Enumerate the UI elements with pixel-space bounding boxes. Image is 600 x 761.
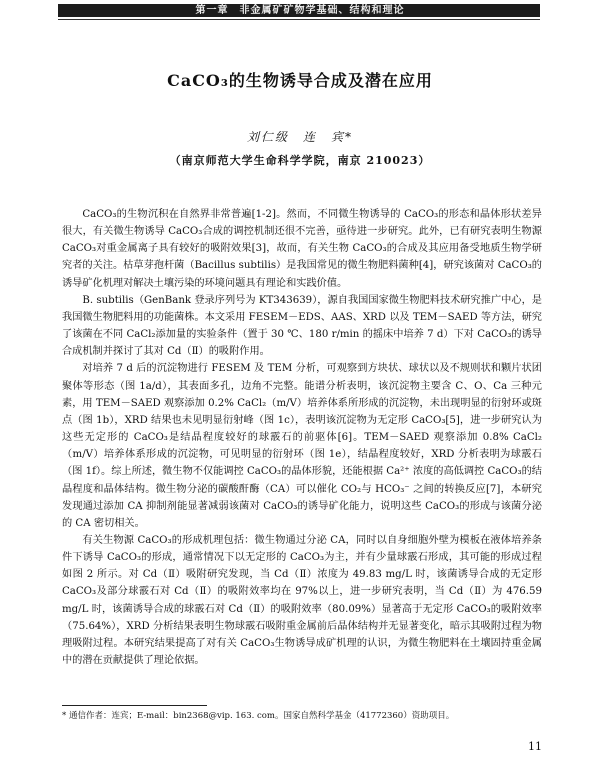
authors: 刘仁级 连 宾* xyxy=(246,130,353,144)
footnote: * 通信作者：连宾；E-mail：bin2368@vip. 163. com。国家自然科学基金（41772360）资助项目。 xyxy=(62,711,455,721)
affiliation: （南京师范大学生命科学学院，南京 210023） xyxy=(169,154,431,167)
page-number: 11 xyxy=(528,740,542,753)
paragraph: CaCO₃的生物沉积在自然界非常普遍[1-2]。然而，不同微生物诱导的 CaCO₃的形态和晶体形状差异很大，有关微生物诱导 CaCO₃合成的调控机制还很不完善，亟待进一步研究。此外，已有研究表明生物源 CaCO₃对重金属离子具有较好的吸附效果[3]，故而，有关生物 CaCO₃的合成及其应用备受地质生物学研究者的关注。枯草芽孢杆菌（Bacillus subtilis）是我国常见的微生物肥料菌种[4]，研究该菌对 CaCO₃的诱导矿化机理对解决土壤污染的环境问题具有理论和实践价值。 xyxy=(62,209,542,289)
running-header-text: 第一章 非金属矿矿物学基础、结构和理论 xyxy=(195,5,405,16)
article-body xyxy=(62,206,542,669)
paragraph: 有关生物源 CaCO₃的形成机理包括：微生物通过分泌 CA，同时以自身细胞外壁为模板在液体培养条件下诱导 CaCO₃的形成，通常情况下以无定形的 CaCO₃为主，并有少量球霰石形成，其可能的形成过程如图 2 所示。对 Cd（Ⅱ）吸附研究发现，当 Cd（Ⅱ）浓度为 49.83 mg/L 时，该菌诱导合成的无定形 CaCO₃及部分球霰石对 Cd（Ⅱ）的吸附效率均在 97%以上，进一步研究表明，当 Cd（Ⅱ）为 476.59 mg/L 时，该菌诱导合成的球霰石对 Cd（Ⅱ）的吸附效率（80.09%）显著高于无定形 CaCO₃的吸附效率（75.64%），XRD 分析结果表明生物球霰石吸附重金属前后晶体结构并无显著变化，暗示其吸附过程为物理吸附过程。本研究结果提高了对有关 CaCO₃生物诱导成矿机理的认识，为微生物肥料在土壤固持重金属中的潜在贡献提供了理论依据。 xyxy=(62,534,542,667)
article-title: CaCO₃的生物诱导合成及潜在应用 xyxy=(167,71,433,90)
paragraph: B. subtilis（GenBank 登录序列号为 KT343639），源自我国国家微生物肥料技术研究推广中心，是我国微生物肥料用的功能菌株。本文采用 FESEM－EDS、AAS、XRD 以及 TEM－SAED 等方法，研究了该菌在不同 CaCl₂添加量的实验条件（置于 30 ℃、180 r/min 的摇床中培养 7 d）下对 CaCO₃的诱导合成机制并探讨了其对 Cd（Ⅱ）的吸附作用。 xyxy=(62,294,542,358)
running-header xyxy=(0,0,600,22)
footnote-rule xyxy=(62,705,207,706)
header-rule xyxy=(58,19,540,20)
paragraph: 对培养 7 d 后的沉淀物进行 FESEM 及 TEM 分析，可观察到方块状、球状以及不规则状和颗片状团聚体等形态（图 1a/d），其表面多孔，边角不完整。能谱分析表明，该沉淀物主要含 C、O、Ca 三种元素，用 TEM－SAED 观察添加 0.2% CaCl₂（m/V）培养体系所形成的沉淀物，未出现明显的衍射环或斑点（图 1b），XRD 结果也未见明显衍射峰（图 1c），表明该沉淀物为无定形 CaCO₃[5]，进一步研究认为这些无定形的 CaCO₃是结晶程度较好的球霰石的前驱体[6]。TEM－SAED 观察添加 0.8% CaCl₂（m/V）培养体系形成的沉淀物，可见明显的衍射环（图 1e），结晶程度较好，XRD 分析表明为球霰石（图 1f）。综上所述，微生物不仅能调控 CaCO₃的晶体形貌，还能根据 Ca²⁺ 浓度的高低调控 CaCO₃的结晶程度和晶体结构。微生物分泌的碳酸酐酶（CA）可以催化 CO₂与 HCO₃⁻ 之间的转换反应[7]，本研究发现通过添加 CA 抑制剂能显著减弱该菌对 CaCO₃的诱导矿化能力，说明这些 CaCO₃的形成与该菌分泌的 CA 密切相关。 xyxy=(62,363,542,529)
